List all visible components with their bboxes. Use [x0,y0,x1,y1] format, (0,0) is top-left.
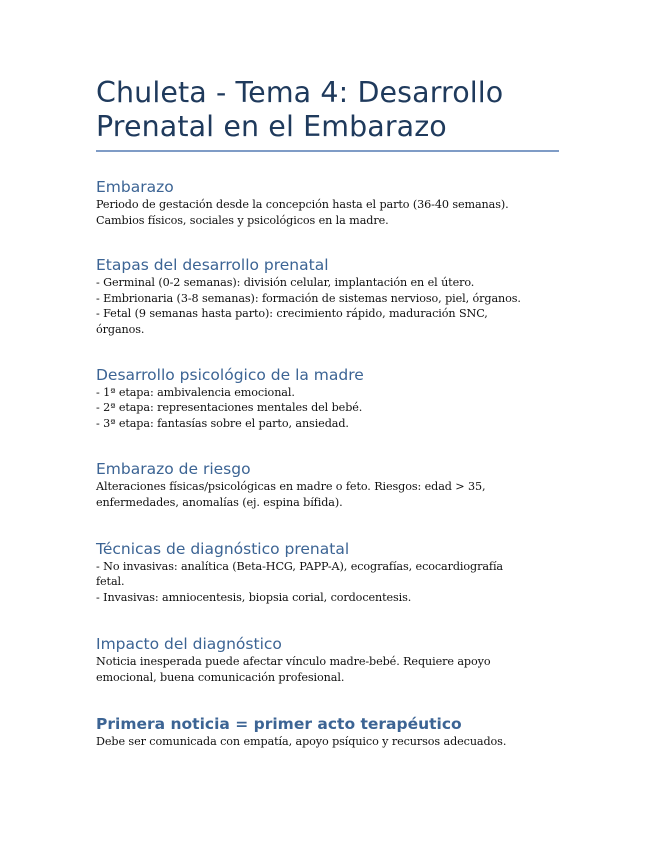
section-body [96,559,560,606]
body-line: Periodo de gestación desde la concepción hasta el parto (36-40 semanas). [96,198,509,211]
body-line: fetal. [96,575,125,589]
section-heading: Embarazo [96,178,174,196]
section-heading: Técnicas de diagnóstico prenatal [96,539,350,558]
section-primera-noticia [96,714,560,750]
section-desarrollo-psicologico [96,365,560,432]
section-body [96,385,560,432]
body-line: Noticia inesperada puede afectar vínculo madre-bebé. Requiere apoyo [96,655,491,669]
section-body [96,734,560,750]
section-body [96,275,560,337]
section-embarazo [96,177,560,228]
section-etapas [96,255,560,337]
body-line: emocional, buena comunicación profesional. [96,670,345,684]
body-line: órganos. [96,322,145,336]
section-heading: Desarrollo psicológico de la madre [96,365,364,384]
document-page [96,76,560,749]
section-body [96,197,560,228]
body-line: Debe ser comunicada con empatía, apoyo psíquico y recursos adecuados. [96,734,507,748]
section-body [96,654,560,685]
body-line: Cambios físicos, sociales y psicológicos en la madre. [96,213,389,227]
body-line: - No invasivas: analítica (Beta-HCG, PAPP-A), ecografías, ecocardiografía [96,559,504,573]
body-line: enfermedades, anomalías (ej. espina bífida). [96,495,343,509]
title-line-1: Chuleta - Tema 4: Desarrollo [96,76,504,109]
document-title [96,76,560,150]
section-impacto-diagnostico [96,634,560,685]
section-tecnicas-diagnostico [96,539,560,606]
body-line: - Germinal (0-2 semanas): división celular, implantación en el útero. [96,276,475,290]
section-heading: Etapas del desarrollo prenatal [96,256,329,275]
title-line-2: Prenatal en el Embarazo [96,110,447,143]
section-heading: Embarazo de riesgo [96,460,251,479]
body-line: Alteraciones físicas/psicológicas en madre o feto. Riesgos: edad > 35, [96,480,486,494]
body-line: - 3ª etapa: fantasías sobre el parto, ansiedad. [96,416,349,430]
section-body [96,479,560,510]
body-line: - Fetal (9 semanas hasta parto): crecimiento rápido, maduración SNC, [96,307,488,321]
body-line: - Embrionaria (3-8 semanas): formación de sistemas nervioso, piel, órganos. [96,291,521,305]
section-heading: Impacto del diagnóstico [96,635,282,654]
body-line: - Invasivas: amniocentesis, biopsia corial, cordocentesis. [96,590,412,604]
section-embarazo-riesgo [96,459,560,510]
body-line: - 1ª etapa: ambivalencia emocional. [96,385,295,399]
body-line: - 2ª etapa: representaciones mentales del bebé. [96,401,363,415]
title-divider [96,150,559,152]
section-heading: Primera noticia = primer acto terapéutico [96,714,462,733]
